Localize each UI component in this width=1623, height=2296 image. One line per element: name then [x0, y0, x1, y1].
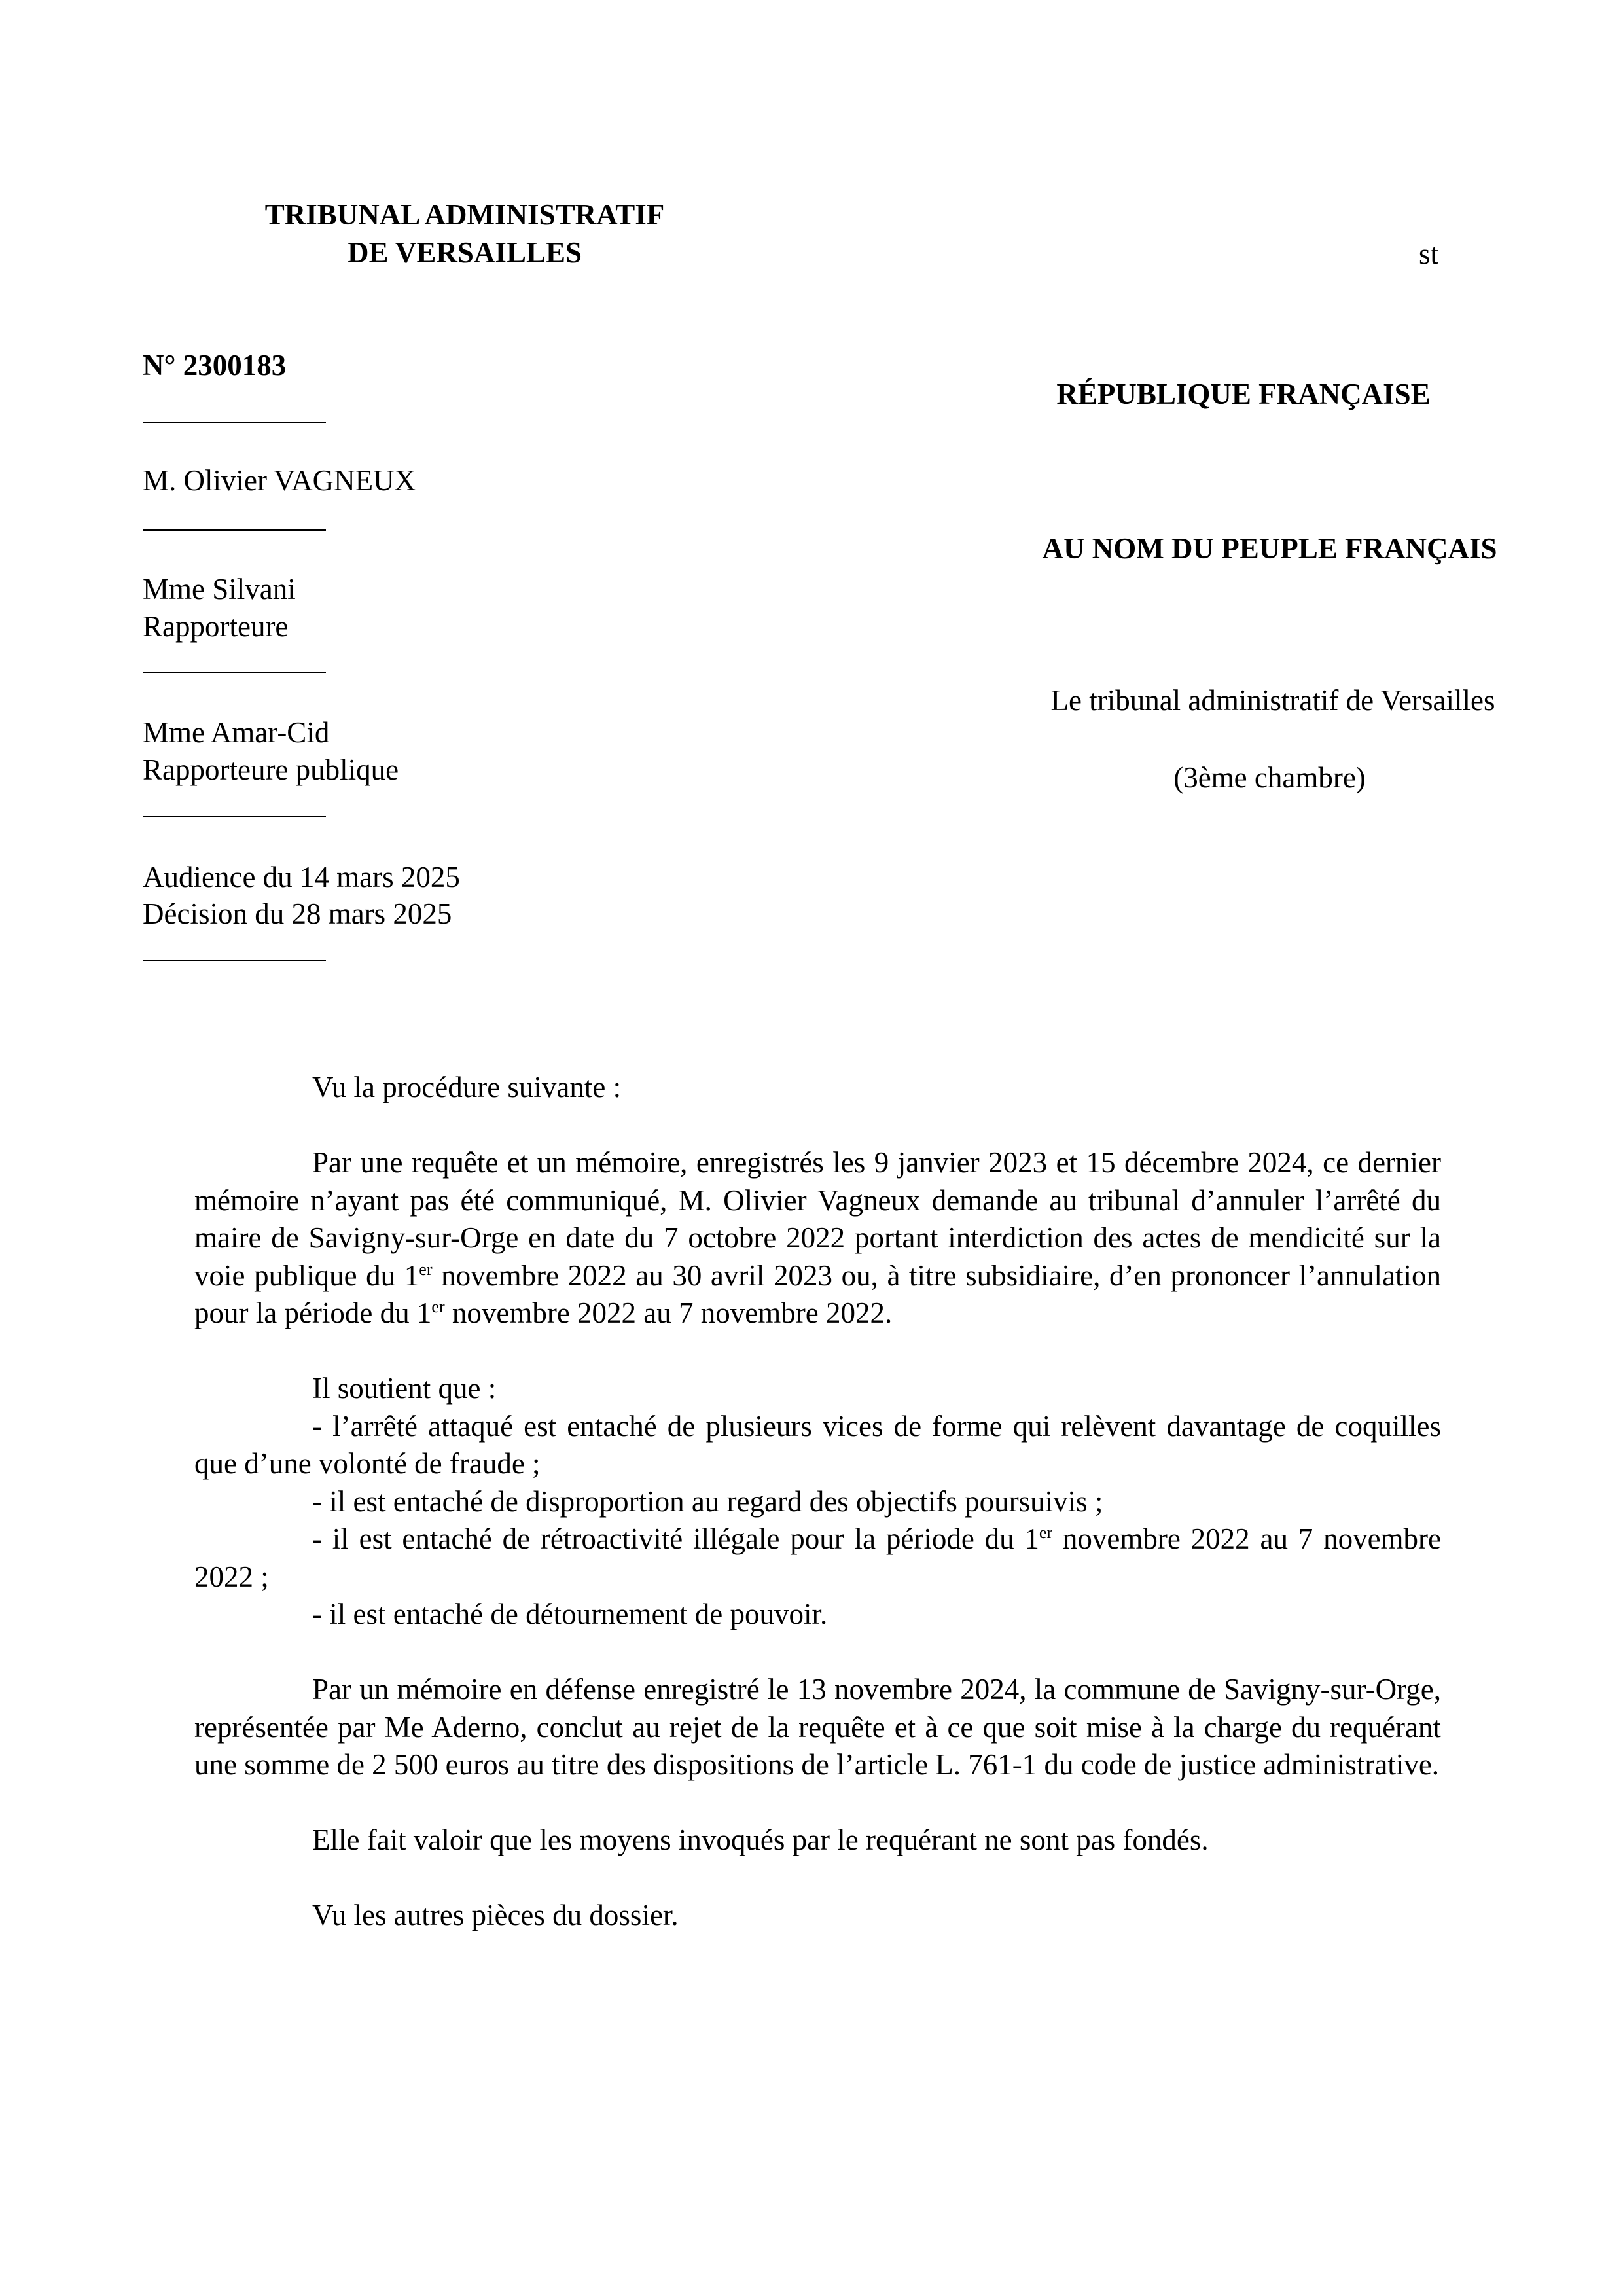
chamber-label: (3ème chambre)	[1173, 761, 1366, 794]
soutient-intro: Il soutient que :	[312, 1372, 497, 1405]
public-rapporteur-role: Rapporteure publique	[143, 753, 399, 786]
rapporteur-name: Mme Silvani	[143, 573, 296, 605]
moyen-item: - il est entaché de disproportion au regard des objectifs poursuivis ;	[312, 1484, 1103, 1518]
defense-paragraph: Par un mémoire en défense enregistré le 13 novembre 2024, la commune de Savigny-sur-Orge, représentée par Me Aderno, conclut au rejet de la requête et à ce que soit mise à la charge du requérant une somme de 2 500 euros au titre des dispositions de l’article L. 761-1 du code de justice administrative.	[194, 1673, 1441, 1781]
court-name-line1: TRIBUNAL ADMINISTRATIF	[264, 198, 665, 231]
court-label: Le tribunal administratif de Versailles	[1050, 684, 1495, 717]
other-documents: Vu les autres pièces du dossier.	[312, 1899, 679, 1931]
divider	[143, 422, 326, 423]
divider	[143, 672, 326, 673]
moyen-item: - l’arrêté attaqué est entaché de plusieurs vices de forme qui relèvent davantage de coquilles que d’une volonté de fraude ;	[194, 1409, 1441, 1480]
republic-heading: RÉPUBLIQUE FRANÇAISE	[1056, 378, 1431, 410]
divider	[143, 529, 326, 531]
corner-mark: st	[1419, 238, 1439, 270]
decision-body	[194, 1069, 1441, 1935]
applicant-name: M. Olivier VAGNEUX	[143, 464, 416, 497]
defense-argument: Elle fait valoir que les moyens invoqués par le requérant ne sont pas fondés.	[312, 1823, 1209, 1856]
court-name-line2: DE VERSAILLES	[347, 236, 582, 269]
moyen-item: - il est entaché de détournement de pouvoir.	[312, 1598, 828, 1630]
case-number: N° 2300183	[143, 349, 287, 382]
moyen-item: - il est entaché de rétroactivité illégale pour la période du 1er novembre 2022 au 7 novembre 2022 ;	[194, 1522, 1441, 1593]
procedure-intro: Vu la procédure suivante :	[312, 1071, 622, 1103]
public-rapporteur-name: Mme Amar-Cid	[143, 716, 330, 749]
decision-date: Décision du 28 mars 2025	[143, 897, 452, 930]
divider	[143, 816, 326, 817]
people-heading: AU NOM DU PEUPLE FRANÇAIS	[1042, 532, 1497, 565]
hearing-date: Audience du 14 mars 2025	[143, 861, 460, 893]
request-paragraph: Par une requête et un mémoire, enregistrés les 9 janvier 2023 et 15 décembre 2024, ce dernier mémoire n’ayant pas été communiqué, M. Olivier Vagneux demande au tribunal d’annuler l’arrêté du maire de Savigny-sur-Orge en date du 7 octobre 2022 portant interdiction des actes de mendicité sur la voie publique du 1er novembre 2022 au 30 avril 2023 ou, à titre subsidiaire, d’en prononcer l’annulation pour la période du 1er novembre 2022 au 7 novembre 2022.	[194, 1146, 1441, 1329]
rapporteur-role: Rapporteure	[143, 610, 289, 643]
divider	[143, 960, 326, 961]
